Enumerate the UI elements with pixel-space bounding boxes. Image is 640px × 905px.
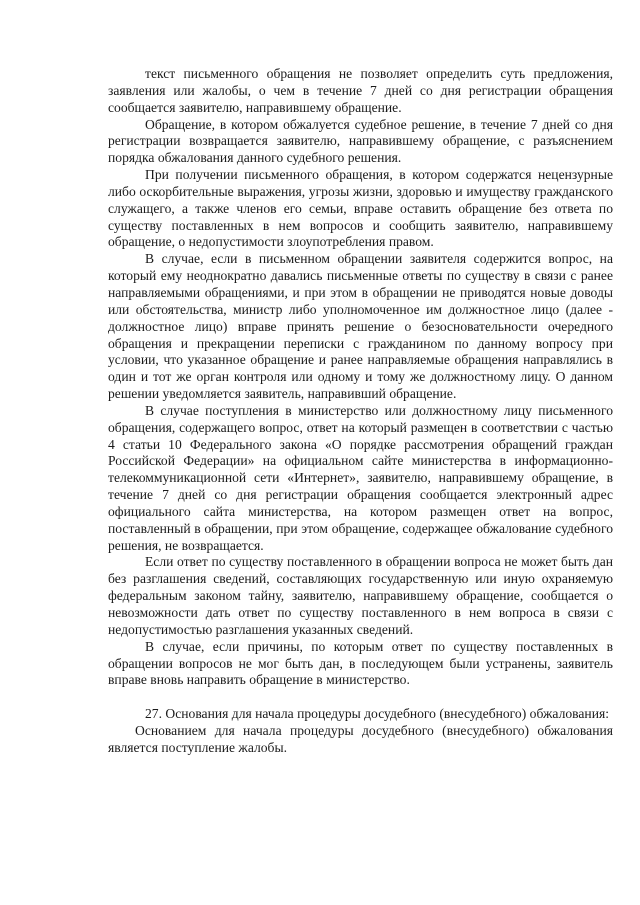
paragraph-reasons-removed: В случае, если причины, по которым ответ по существу поставленных в обращении вопросов не мог быть дан, в последующем были устранены, заявитель вправе вновь направить обращение в министерство. <box>108 638 613 688</box>
paragraph-repeated-question: В случае, если в письменном обращении заявителя содержится вопрос, на который ему неоднократно давались письменные ответы по существу в связи с ранее направляемыми обращениями, и при этом в обращении не приводятся новые доводы или обстоятельства, министр либо уполномоченное им должностное лицо (далее - должностное лицо) вправе принять решение о безосновательности очередного обращения и прекращении переписки с гражданином по данному вопросу при условии, что указанное обращение и ранее направляемые обращения направлялись в один и тот же орган контроля или одному и тому же должностному лицу. О данном решении уведомляется заявитель, направивший обращение. <box>108 251 613 402</box>
section-body: Основанием для начала процедуры досудебного (внесудебного) обжалования является поступление жалобы. <box>108 723 613 755</box>
paragraph-state-secret: Если ответ по существу поставленного в обращении вопроса не может быть дан без разглашения сведений, составляющих государственную или иную охраняемую федеральным законом тайну, заявителю, направившему обращение, сообщается о невозможности дать ответ по существу поставленного в нем вопроса в связи с недопустимостью разглашения указанных сведений. <box>108 554 613 637</box>
paragraph-answer-published: В случае поступления в министерство или должностному лицу письменного обращения, содержащего вопрос, ответ на который размещен в соответствии с частью 4 статьи 10 Федерального закона «О порядке рассмотрения обращений граждан Российской Федерации» на официальном сайте министерства в информационно-телекоммуникационной сети «Интернет», заявителю, направившему обращение, в течение 7 дней со дня регистрации обращения сообщается электронный адрес официального сайта министерства, на котором размещен ответ на вопрос, поставленный в обращении, при этом обращение, содержащее обжалование судебного решения, не возвращается. <box>108 402 613 553</box>
document-page <box>108 66 613 757</box>
paragraph-unreadable-text: текст письменного обращения не позволяет определить суть предложения, заявления или жалобы, о чем в течение 7 дней со дня регистрации обращения сообщается заявителю, направившему обращение. <box>108 66 613 115</box>
paragraph-offensive-language: При получении письменного обращения, в котором содержатся нецензурные либо оскорбительные выражения, угрозы жизни, здоровью и имуществу гражданского служащего, а также членов его семьи, вправе оставить обращение без ответа по существу поставленных в нем вопросов и сообщить заявителю, направившему обращение, о недопустимости злоупотребления правом. <box>108 167 613 250</box>
section-heading: 27. Основания для начала процедуры досудебного (внесудебного) обжалования: <box>145 706 609 722</box>
paragraph-court-decision: Обращение, в котором обжалуется судебное решение, в течение 7 дней со дня регистрации возвращается заявителю, направившему обращение, с разъяснением порядка обжалования данного судебного решения. <box>108 116 613 166</box>
